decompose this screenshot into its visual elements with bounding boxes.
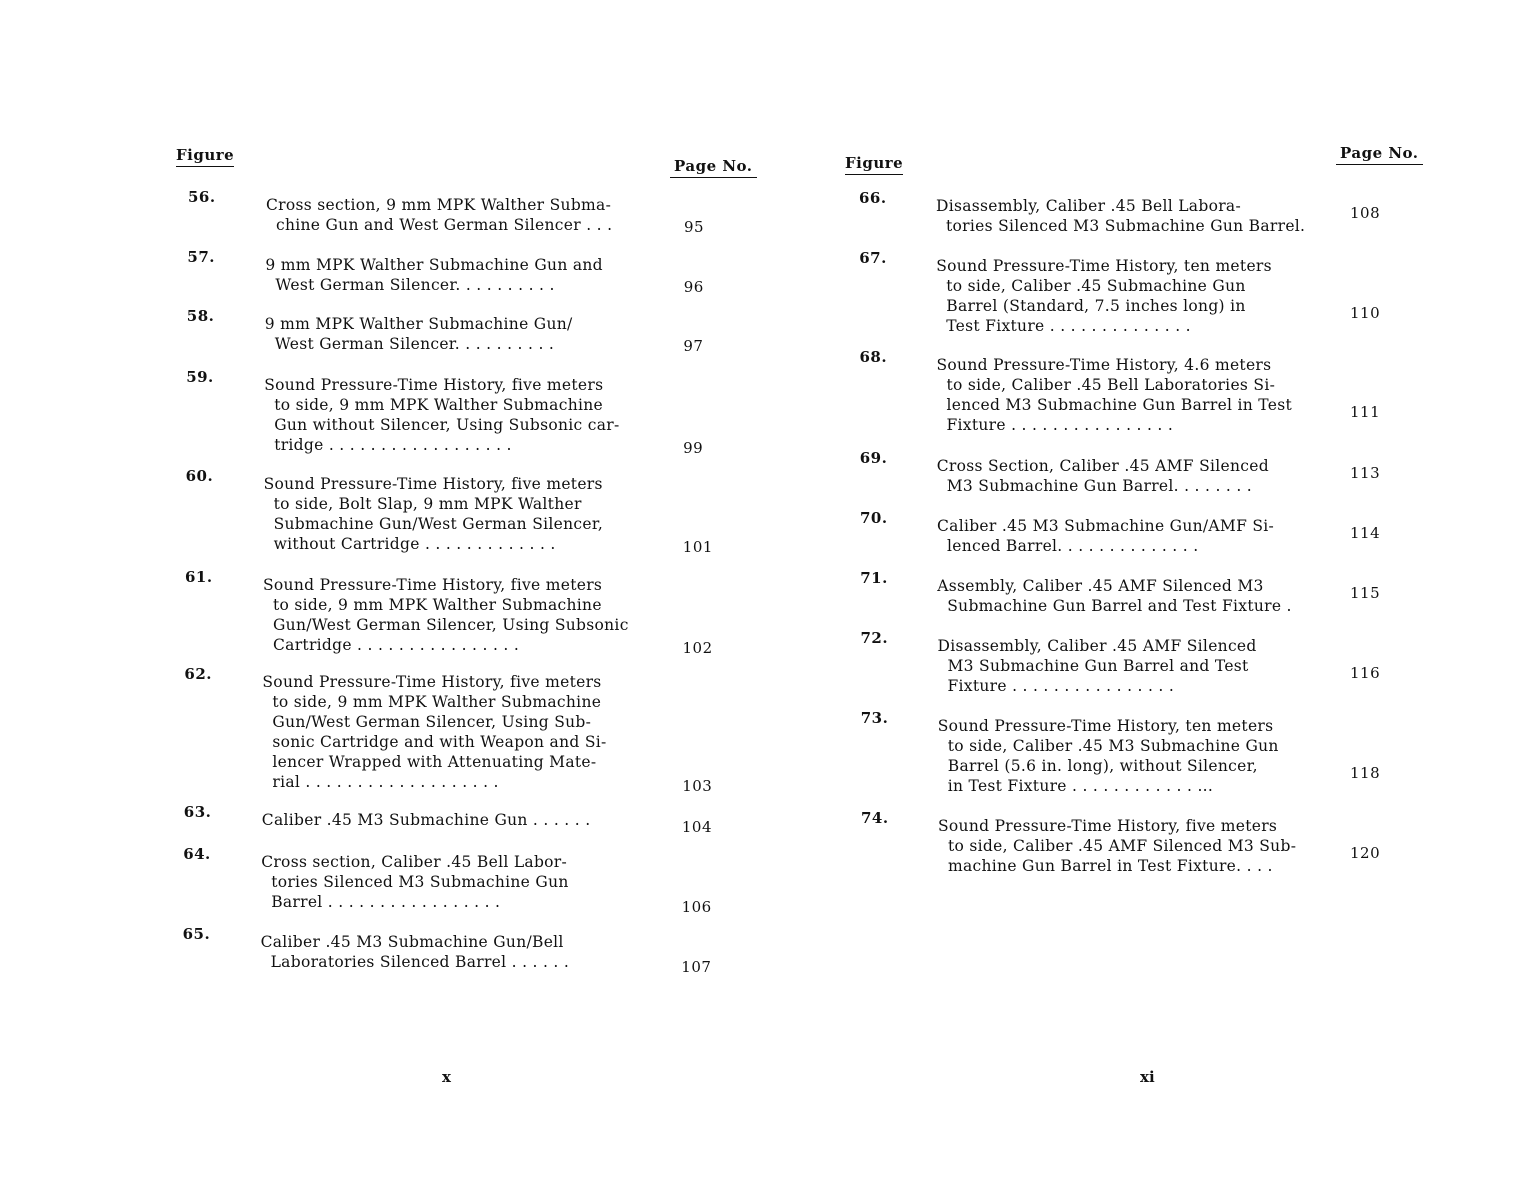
caption-line: Laboratories Silenced Barrel . . . . . . (270, 953, 570, 971)
figure-caption (937, 456, 1269, 496)
page-number-column-header: Page No. (1336, 144, 1423, 165)
caption-line: tridge . . . . . . . . . . . . . . . . . . (274, 436, 512, 454)
figure-caption (264, 375, 619, 455)
caption-line: Caliber .45 M3 Submachine Gun/AMF Si- (937, 517, 1275, 535)
caption-line: rial . . . . . . . . . . . . . . . . . . . (272, 773, 499, 791)
caption-line: 9 mm MPK Walther Submachine Gun/ (264, 315, 573, 333)
caption-line: to side, Caliber .45 AMF Silenced M3 Sub- (948, 837, 1297, 855)
page-number: 114 (1350, 524, 1381, 542)
figure-caption (265, 314, 573, 354)
caption-line: to side, 9 mm MPK Walther Submachine (272, 693, 602, 711)
page-number: 120 (1350, 844, 1381, 862)
caption-line: Fixture . . . . . . . . . . . . . . . . (946, 416, 1174, 434)
caption-line: Disassembly, Caliber .45 AMF Silenced (937, 637, 1257, 655)
page-number: 96 (683, 278, 704, 296)
caption-line: Gun without Silencer, Using Subsonic car- (274, 416, 620, 434)
right-page (764, 0, 1528, 1181)
caption-line: Sound Pressure-Time History, ten meters (936, 257, 1272, 275)
caption-line: Submachine Gun Barrel and Test Fixture . (947, 597, 1292, 615)
page-number-column-header: Page No. (670, 157, 757, 178)
page-number: 115 (1350, 584, 1381, 602)
figure-caption (937, 576, 1292, 616)
figure-caption (938, 716, 1279, 796)
page-number: 95 (684, 218, 705, 236)
page-folio: x (442, 1068, 451, 1086)
page-number: 97 (683, 337, 704, 355)
caption-line: Assembly, Caliber .45 AMF Silenced M3 (937, 577, 1264, 595)
figure-caption (937, 355, 1292, 435)
caption-line: Barrel (5.6 in. long), without Silencer, (947, 757, 1258, 775)
figure-caption (938, 816, 1296, 876)
page-number: 104 (681, 818, 713, 836)
figure-number: 67. (859, 249, 887, 267)
caption-line: Cross Section, Caliber .45 AMF Silenced (936, 457, 1269, 475)
page-number: 110 (1350, 304, 1381, 322)
caption-line: Sound Pressure-Time History, five meters (263, 475, 603, 493)
figure-caption (936, 256, 1272, 336)
figure-number: 65. (182, 925, 211, 943)
figure-number: 60. (185, 467, 214, 485)
figure-column-header: Figure (845, 154, 903, 175)
figure-number: 69. (859, 449, 888, 467)
figure-number: 71. (860, 569, 888, 587)
figure-number: 68. (859, 348, 888, 366)
page-folio: xi (1140, 1068, 1155, 1086)
figure-number: 61. (185, 568, 213, 586)
caption-line: tories Silenced M3 Submachine Gun (271, 873, 569, 891)
caption-line: West German Silencer. . . . . . . . . . (275, 276, 555, 294)
caption-line: to side, 9 mm MPK Walther Submachine (274, 396, 603, 414)
caption-line: Gun/West German Silencer, Using Sub- (272, 713, 592, 731)
figure-caption (938, 636, 1257, 696)
page-number: 102 (682, 639, 713, 657)
caption-line: Sound Pressure-Time History, five meters (938, 817, 1278, 835)
caption-line: lenced Barrel. . . . . . . . . . . . . . (947, 537, 1199, 555)
caption-line: Cartridge . . . . . . . . . . . . . . . . (273, 636, 520, 654)
caption-line: M3 Submachine Gun Barrel and Test (947, 657, 1249, 675)
figure-caption (936, 196, 1305, 236)
figure-number: 57. (187, 248, 215, 266)
caption-line: Sound Pressure-Time History, five meters (262, 673, 602, 691)
caption-line: lencer Wrapped with Attenuating Mate- (272, 753, 597, 771)
figure-number: 56. (188, 188, 216, 206)
caption-line: to side, Caliber .45 Bell Laboratories Si- (946, 376, 1276, 394)
caption-line: Submachine Gun/West German Silencer, (273, 515, 604, 533)
caption-line: 9 mm MPK Walther Submachine Gun and (265, 256, 603, 274)
caption-line: Cross section, Caliber .45 Bell Labor- (261, 853, 568, 871)
caption-line: Test Fixture . . . . . . . . . . . . . . (946, 317, 1191, 335)
caption-line: chine Gun and West German Silencer . . . (276, 216, 613, 234)
caption-line: sonic Cartridge and with Weapon and Si- (272, 733, 607, 751)
figure-caption (937, 516, 1274, 556)
figure-caption (263, 575, 629, 655)
page-number: 116 (1350, 664, 1381, 682)
figure-caption (262, 672, 606, 792)
caption-line: West German Silencer. . . . . . . . . . (274, 335, 555, 353)
caption-line: Disassembly, Caliber .45 Bell Labora- (936, 197, 1241, 215)
caption-line: Sound Pressure-Time History, 4.6 meters (936, 356, 1272, 374)
figure-column-header: Figure (176, 146, 234, 167)
caption-line: without Cartridge . . . . . . . . . . . . . (273, 535, 556, 553)
page-number: 106 (681, 898, 712, 916)
figure-caption (261, 852, 568, 912)
figure-caption (264, 474, 603, 554)
figure-number: 70. (860, 509, 888, 527)
figure-number: 74. (861, 809, 889, 827)
page-number: 103 (682, 777, 713, 795)
caption-line: in Test Fixture . . . . . . . . . . . . ... (947, 777, 1214, 795)
figure-caption (262, 810, 591, 830)
figure-number: 73. (860, 709, 889, 727)
caption-line: Sound Pressure-Time History, five meters (263, 576, 603, 594)
figure-caption (261, 932, 570, 972)
caption-line: to side, Bolt Slap, 9 mm MPK Walther (273, 495, 582, 513)
page-number: 107 (681, 958, 712, 976)
caption-line: Caliber .45 M3 Submachine Gun . . . . . . (261, 811, 591, 829)
figure-number: 58. (186, 307, 215, 325)
caption-line: tories Silenced M3 Submachine Gun Barrel. (946, 217, 1306, 235)
page-number: 101 (682, 538, 713, 556)
figure-number: 66. (859, 189, 887, 207)
caption-line: Fixture . . . . . . . . . . . . . . . . (947, 677, 1175, 695)
caption-line: lenced M3 Submachine Gun Barrel in Test (946, 396, 1292, 414)
page-number: 108 (1350, 204, 1381, 222)
caption-line: to side, Caliber .45 M3 Submachine Gun (947, 737, 1279, 755)
caption-line: M3 Submachine Gun Barrel. . . . . . . . (946, 477, 1253, 495)
page-number: 99 (683, 439, 704, 457)
caption-line: to side, 9 mm MPK Walther Submachine (273, 596, 602, 614)
figure-number: 59. (186, 368, 214, 386)
caption-line: Sound Pressure-Time History, five meters (264, 376, 604, 394)
figure-number: 64. (183, 845, 211, 863)
page-number: 111 (1350, 403, 1381, 421)
caption-line: Gun/West German Silencer, Using Subsonic (273, 616, 629, 634)
caption-line: Barrel . . . . . . . . . . . . . . . . . (271, 893, 501, 911)
figure-number: 62. (184, 665, 212, 683)
figure-caption (265, 255, 603, 295)
caption-line: Barrel (Standard, 7.5 inches long) in (946, 297, 1246, 315)
caption-line: to side, Caliber .45 Submachine Gun (946, 277, 1246, 295)
caption-line: machine Gun Barrel in Test Fixture. . . . (948, 857, 1273, 875)
caption-line: Caliber .45 M3 Submachine Gun/Bell (260, 933, 564, 951)
figure-number: 72. (860, 629, 889, 647)
caption-line: Sound Pressure-Time History, ten meters (937, 717, 1274, 735)
figure-caption (266, 195, 612, 235)
caption-line: Cross section, 9 mm MPK Walther Subma- (266, 196, 612, 214)
page-number: 113 (1350, 464, 1381, 482)
page-number: 118 (1350, 764, 1381, 782)
figure-number: 63. (183, 803, 212, 821)
